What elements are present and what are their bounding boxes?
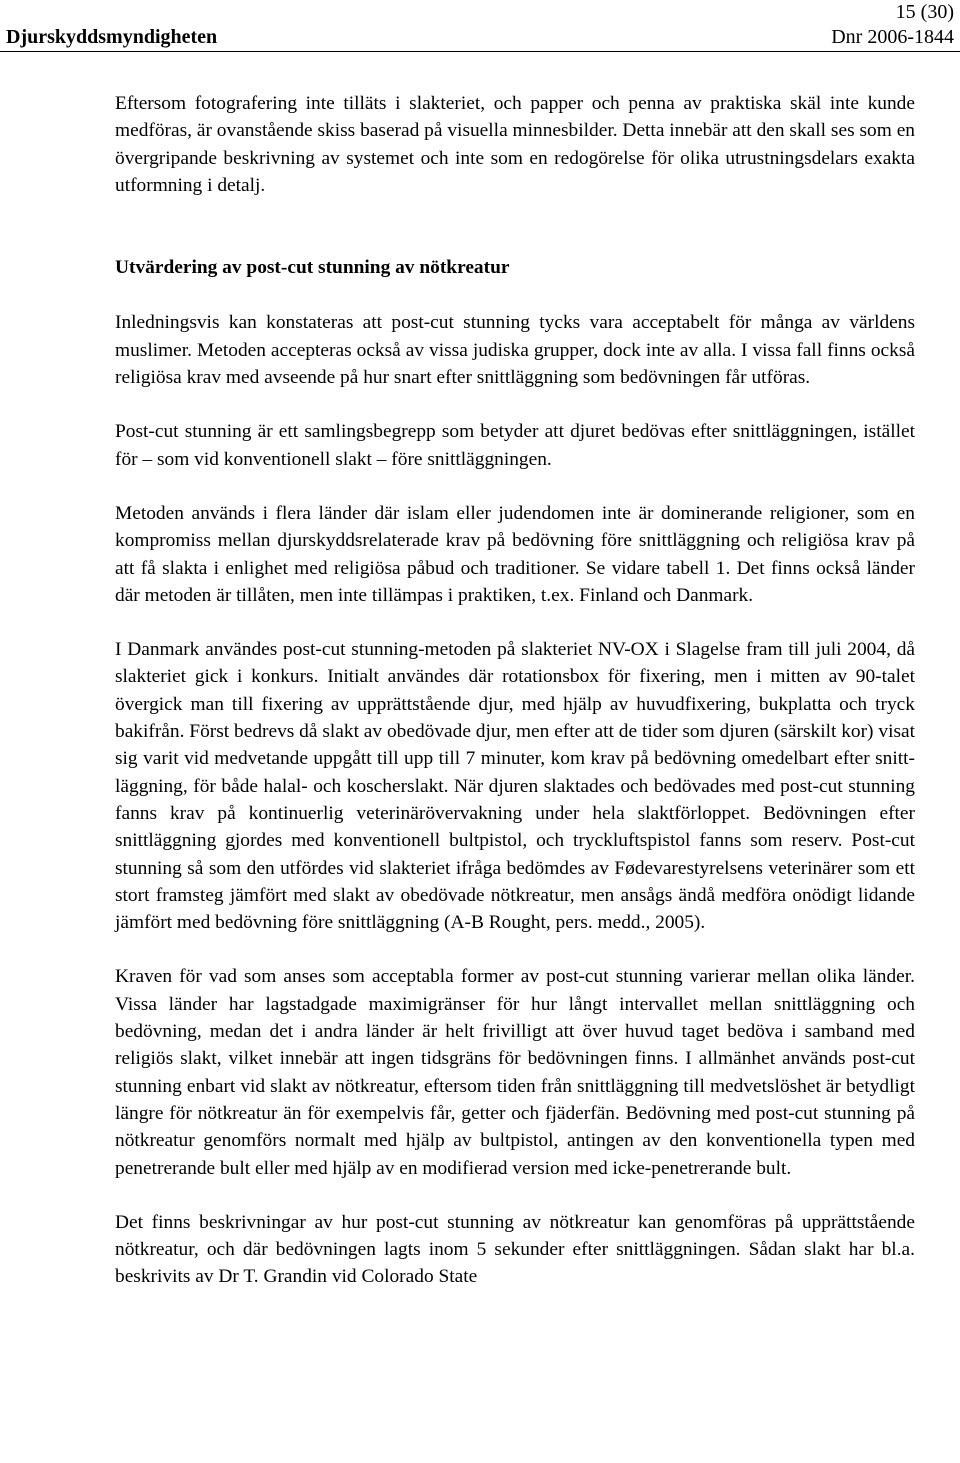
- document-reference: Dnr 2006-1844: [831, 26, 954, 48]
- body-paragraph: I Danmark användes post-cut stunning-metoden på slakteriet NV-OX i Slagelse fram till juli 2004, då slakteriet gick i konkurs. Initialt användes där rotationsbox för fixering, men i mitten av 90-talet övergick man till fixering av upprättstående djur, med hjälp av huvudfixering, bukplatta och tryck bakifrån. Först bedrevs då slakt av obedövade djur, men efter att de tider som djuren (särskilt kor) visat sig varit vid medvetande uppgått till upp till 7 minuter, kom krav på bedövning omedelbart efter snittläggning, för både halal- och koscherslakt. När djuren slaktades och bedövades med post-cut stunning fanns krav på kontinuerlig veterinärövervakning under hela slaktförloppet. Bedövningen efter snittläggning gjordes med konventionell bultpistol, och tryckluftspistol fanns som reserv. Post-cut stunning så som den utfördes vid slakteriet ifråga bedömdes av Fødevarestyrelsens veterinärer som ett stort framsteg jämfört med slakt av obedövade nötkreatur, men ansågs ändå medföra onödigt lidande jämfört med bedövning före snittläggning (A-B Rought, pers. medd., 2005).: [115, 639, 915, 934]
- header-divider: [0, 51, 960, 52]
- section-heading: Utvärdering av post-cut stunning av nötkreatur: [115, 257, 510, 279]
- agency-name: Djurskyddsmyndigheten: [6, 26, 218, 48]
- document-body: [115, 90, 915, 1291]
- body-paragraph: Kraven för vad som anses som acceptabla former av post-cut stunning varierar mellan olika länder. Vissa länder har lagstadgade maximigränser för hur långt intervallet mellan snittläggning och bedövning, medan det i andra länder är helt frivilligt att över huvud taget bedöva i samband med religiös slakt, vilket innebär att ingen tidsgräns för bedövningen finns. I allmänhet används post-cut stunning enbart vid slakt av nötkreatur, eftersom tiden från snittläggning till medvetslöshet är betydligt längre för nötkreatur än för exempelvis får, getter och fjäderfän. Bedövning med post-cut stunning på nötkreatur genomförs normalt med hjälp av bultpistol, antingen av den konventionella typen med penetrerande bult eller med hjälp av en modifierad version med icke-penetrerande bult.: [115, 966, 915, 1179]
- body-paragraph: Det finns beskrivningar av hur post-cut stunning av nötkreatur kan genomföras på upprättstående nötkreatur, och där bedövningen lagts inom 5 sekunder efter snittläggningen. Sådan slakt har bl.a. beskrivits av Dr T. Grandin vid Colorado State: [115, 1211, 915, 1288]
- body-paragraph: Metoden används i flera länder där islam eller judendomen inte är dominerande religioner, som en kompromiss mellan djurskyddsrelaterade krav på bedövning före snittläggning och religiösa krav på att få slakta i enlighet med religiösa påbud och traditioner. Se vidare tabell 1. Det finns också länder där metoden är tillåten, men inte tillämpas i praktiken, t.ex. Finland och Danmark.: [115, 502, 915, 606]
- intro-paragraph: Eftersom fotografering inte tilläts i slakteriet, och papper och penna av praktiska skäl inte kunde medföras, är ovanstående skiss baserad på visuella minnesbilder. Detta innebär att den skall ses som en övergripande beskrivning av systemet och inte som en redogörelse för olika utrustningsdelars exakta utformning i detalj.: [115, 93, 915, 196]
- body-paragraph: Post-cut stunning är ett samlingsbegrepp som betyder att djuret bedövas efter snittläggningen, istället för – som vid konventionell slakt – före snittläggningen.: [115, 421, 915, 470]
- body-paragraph: Inledningsvis kan konstateras att post-cut stunning tycks vara acceptabelt för många av världens muslimer. Metoden accepteras också av vissa judiska grupper, dock inte av alla. I vissa fall finns också religiösa krav med avseende på hur snart efter snittläggning som bedövningen får utföras.: [115, 312, 915, 389]
- page-header: [0, 0, 960, 60]
- page-number: 15 (30): [895, 1, 954, 23]
